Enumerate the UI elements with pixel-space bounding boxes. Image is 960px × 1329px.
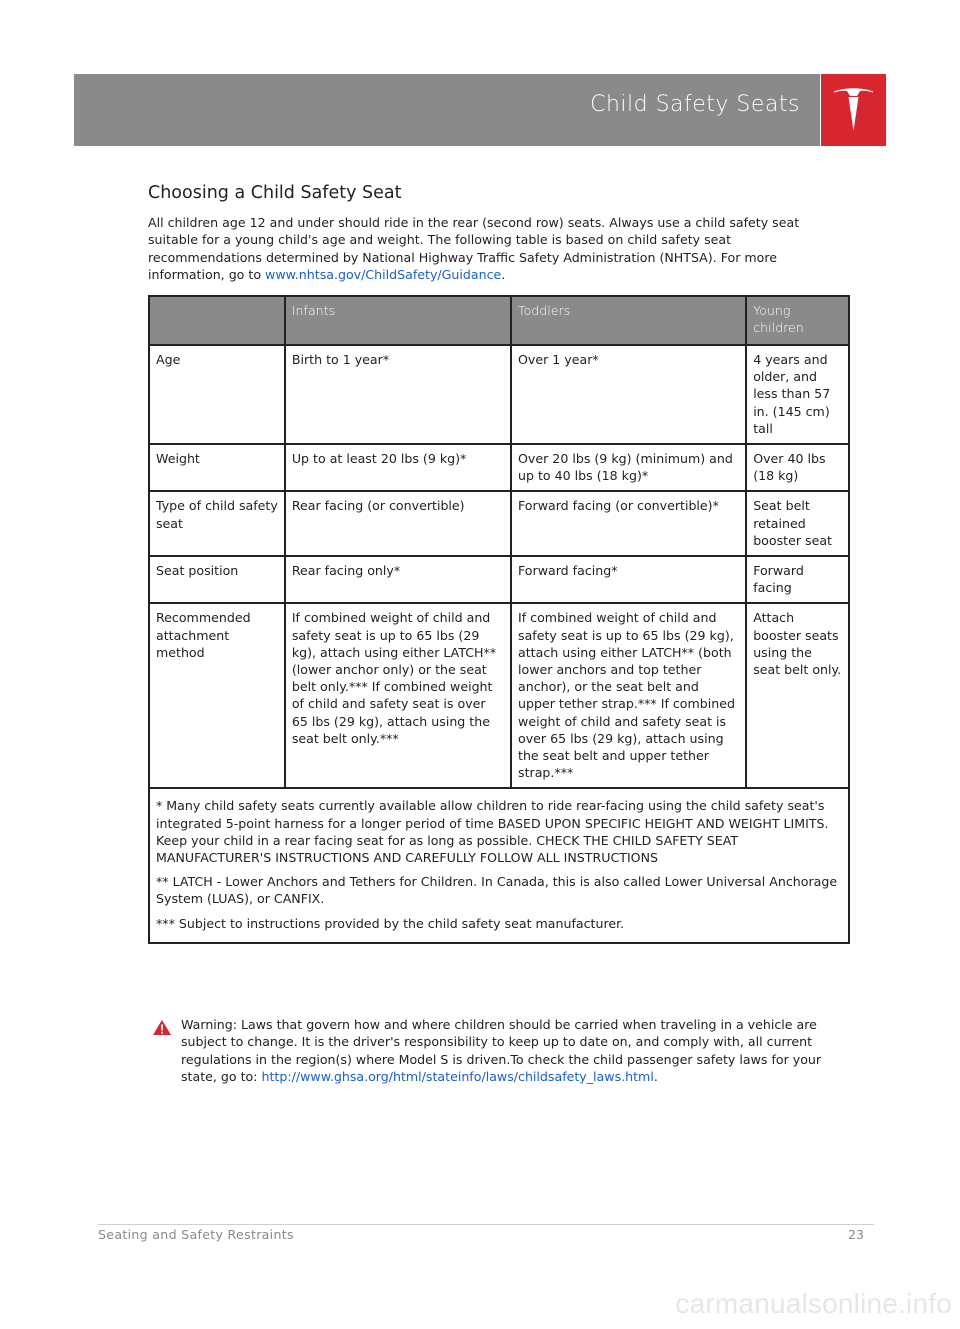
table-cell: Rear facing (or convertible) (285, 491, 511, 556)
table-cell: Forward facing (746, 556, 849, 603)
header-band (74, 74, 820, 146)
page-number: 23 (847, 1227, 864, 1242)
row-label: Weight (149, 444, 285, 491)
table-notes (149, 788, 849, 942)
table-header-cell (149, 296, 285, 345)
tesla-logo-icon (832, 87, 875, 133)
table-cell: Seat belt retained booster seat (746, 491, 849, 556)
table-cell: Over 40 lbs (18 kg) (746, 444, 849, 491)
nhtsa-link[interactable]: www.nhtsa.gov/ChildSafety/Guidance (265, 266, 502, 282)
warning-triangle-icon (152, 1019, 172, 1036)
watermark: carmanualsonline.info (675, 1288, 952, 1319)
row-label: Seat position (149, 556, 285, 603)
table-cell: If combined weight of child and safety seat is up to 65 lbs (29 kg), attach using either LATCH** (both lower anchors and top tether anchor), or the seat belt and upper tether strap.*** If combined weight of child and safety seat is over 65 lbs (29 kg), attach using the seat belt and upper tether strap.*** (511, 603, 746, 788)
table-header-cell: Infants (285, 296, 511, 345)
footer-section-name: Seating and Safety Restraints (98, 1227, 294, 1242)
table-cell: Over 20 lbs (9 kg) (minimum) and up to 40 lbs (18 kg)* (511, 444, 746, 491)
footnote: ** LATCH - Lower Anchors and Tethers for Children. In Canada, this is also called Lower Universal Anchorage System (LUAS), or CANFIX. (156, 874, 838, 907)
table-header-cell: Young children (746, 296, 849, 345)
child-seat-table (148, 295, 850, 944)
footer-divider (98, 1224, 874, 1225)
table-row (149, 444, 849, 491)
table-cell: Rear facing only* (285, 556, 511, 603)
footnote: *** Subject to instructions provided by the child safety seat manufacturer. (156, 915, 625, 931)
table-cell: Forward facing* (511, 556, 746, 603)
footnote: * Many child safety seats currently available allow children to ride rear-facing using the child safety seat's integrated 5-point harness for a longer period of time BASED UPON SPECIFIC HEIGHT AND WEIGHT LIMITS. Keep your child in a rear facing seat for as long as possible. CHECK THE CHILD SAFETY SEAT MANUFACTURER'S INSTRUCTIONS AND CAREFULLY FOLLOW ALL INSTRUCTIONS (156, 798, 829, 866)
brand-logo (821, 74, 886, 146)
table-cell: If combined weight of child and safety seat is up to 65 lbs (29 kg), attach using either LATCH** (lower anchor only) or the seat belt only.*** If combined weight of child and safety seat is over 65 lbs (29 kg), attach using the seat belt only.*** (285, 603, 511, 788)
intro-text: All children age 12 and under should ride in the rear (second row) seats. Always use a child safety seat suitable for a young child's age and weight. The following table is based on child safety seat recommendations determined by National Highway Traffic Safety Administration (NHTSA). For more information, go to (148, 215, 800, 282)
table-cell: Over 1 year* (511, 345, 746, 444)
table-row (149, 556, 849, 603)
intro-end: . (501, 266, 506, 282)
table-header-row (149, 296, 849, 345)
warning-text (181, 1016, 831, 1085)
row-label: Type of child safety seat (149, 491, 285, 556)
ghsa-link[interactable]: http://www.ghsa.org/html/stateinfo/laws/childsafety_laws.html (261, 1068, 654, 1084)
table-cell: Attach booster seats using the seat belt only. (746, 603, 849, 788)
table-row (149, 603, 849, 788)
table-notes-row (149, 788, 849, 942)
intro-paragraph (148, 214, 848, 283)
table-cell: Up to at least 20 lbs (9 kg)* (285, 444, 511, 491)
table-cell: Birth to 1 year* (285, 345, 511, 444)
section-heading: Choosing a Child Safety Seat (148, 183, 402, 203)
table-row (149, 345, 849, 444)
warning-end: . (653, 1068, 658, 1084)
table-cell: Forward facing (or convertible)* (511, 491, 746, 556)
table-cell: 4 years and older, and less than 57 in. (145 cm) tall (746, 345, 849, 444)
table-header-cell: Toddlers (511, 296, 746, 345)
warning-body: Warning: Laws that govern how and where children should be carried when traveling in a vehicle are subject to change. It is the driver's responsibility to keep up to date on, and comply with, all current regulations in the region(s) where Model S is driven.To check the child passenger safety laws for your state, go to: (181, 1017, 822, 1084)
row-label: Recommended attachment method (149, 603, 285, 788)
row-label: Age (149, 345, 285, 444)
page-header-title: Child Safety Seats (590, 92, 800, 117)
table-row (149, 491, 849, 556)
